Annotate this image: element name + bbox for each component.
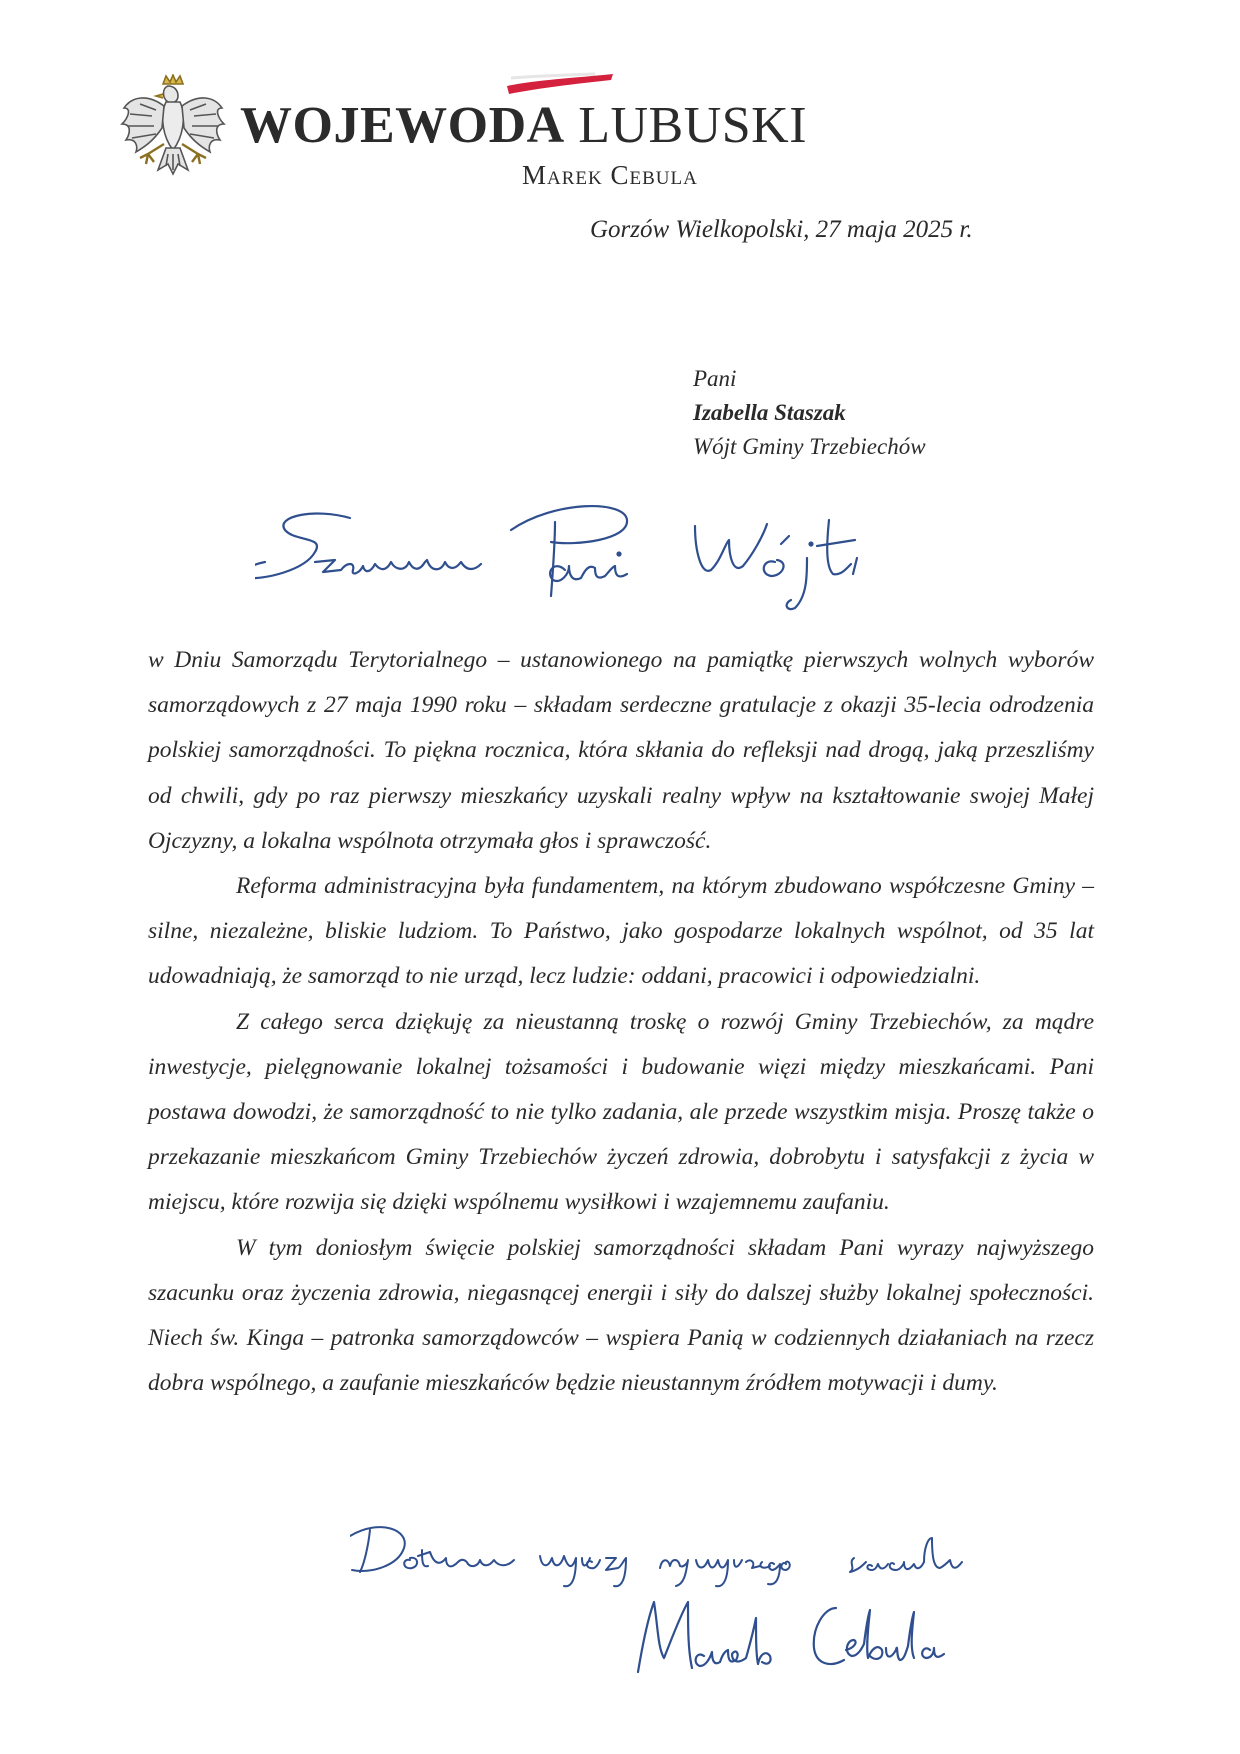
letter-body: [148, 638, 1094, 1406]
recipient-block: [693, 362, 926, 464]
recipient-position: Wójt Gminy Trzebiechów: [693, 434, 926, 459]
letter-date: Gorzów Wielkopolski, 27 maja 2025 r.: [590, 216, 973, 243]
office-person-name: Marek Cebula: [522, 160, 698, 190]
office-title-part1: WOJEWODA: [240, 97, 565, 154]
office-title: [240, 97, 808, 154]
handwritten-signature: [628, 1588, 1008, 1678]
recipient-name: Izabella Staszak: [693, 400, 846, 425]
handwritten-salutation: [255, 500, 925, 620]
body-paragraph-2: Reforma administracyjna była fundamentem, na którym zbudowano współczesne Gminy – silne, niezależne, bliskie ludziom. To Państwo, jako gospodarze lokalnych wspólnot, od 35 lat udowadniają, że samorząd to nie urząd, lecz ludzie: oddani, pracowici i odpowiedzialni.: [148, 873, 1094, 990]
body-paragraph-4: W tym doniosłym święcie polskiej samorządności składam Pani wyrazy najwyższego szacunku oraz życzenia zdrowia, niegasnącej energii i siły do dalszej służby lokalnej społeczności. Niech św. Kinga – patronka samorządowców – wspiera Panią w codziennych działaniach na rzecz dobra wspólnego, a zaufanie mieszkańców będzie nieustannym źródłem motywacji i dumy.: [148, 1234, 1094, 1397]
body-paragraph-1: w Dniu Samorządu Terytorialnego – ustanowionego na pamiątkę pierwszych wolnych wyborów samorządowych z 27 maja 1990 roku – składam serdeczne gratulacje z okazji 35-lecia odrodzenia polskiej samorządności. To piękna rocznica, która skłania do refleksji nad drogą, jaką przeszliśmy od chwili, gdy po raz pierwszy mieszkańcy uzyskali realny wpływ na kształtowanie swojej Małej Ojczyzny, a lokalna wspólnota otrzymała głos i sprawczość.: [148, 647, 1094, 854]
body-paragraph-3: Z całego serca dziękuję za nieustanną troskę o rozwój Gminy Trzebiechów, za mądre inwestycje, pielęgnowanie lokalnej tożsamości i budowanie więzi między mieszkańcami. Pani postawa dowodzi, że samorządność to nie tylko zadania, ale przede wszystkim misja. Proszę także o przekazanie mieszkańcom Gminy Trzebiechów życzeń zdrowia, dobrobytu i satysfakcji z życia w miejscu, które rozwija się dzięki wspólnemu wysiłkowi i wzajemnemu zaufaniu.: [148, 1008, 1094, 1216]
handwritten-closing: [350, 1508, 1070, 1588]
polish-eagle-emblem-icon: [118, 74, 228, 182]
recipient-honorific: Pani: [693, 366, 737, 391]
flag-accent-stroke: [505, 72, 615, 98]
office-title-part2: LUBUSKI: [578, 97, 808, 154]
